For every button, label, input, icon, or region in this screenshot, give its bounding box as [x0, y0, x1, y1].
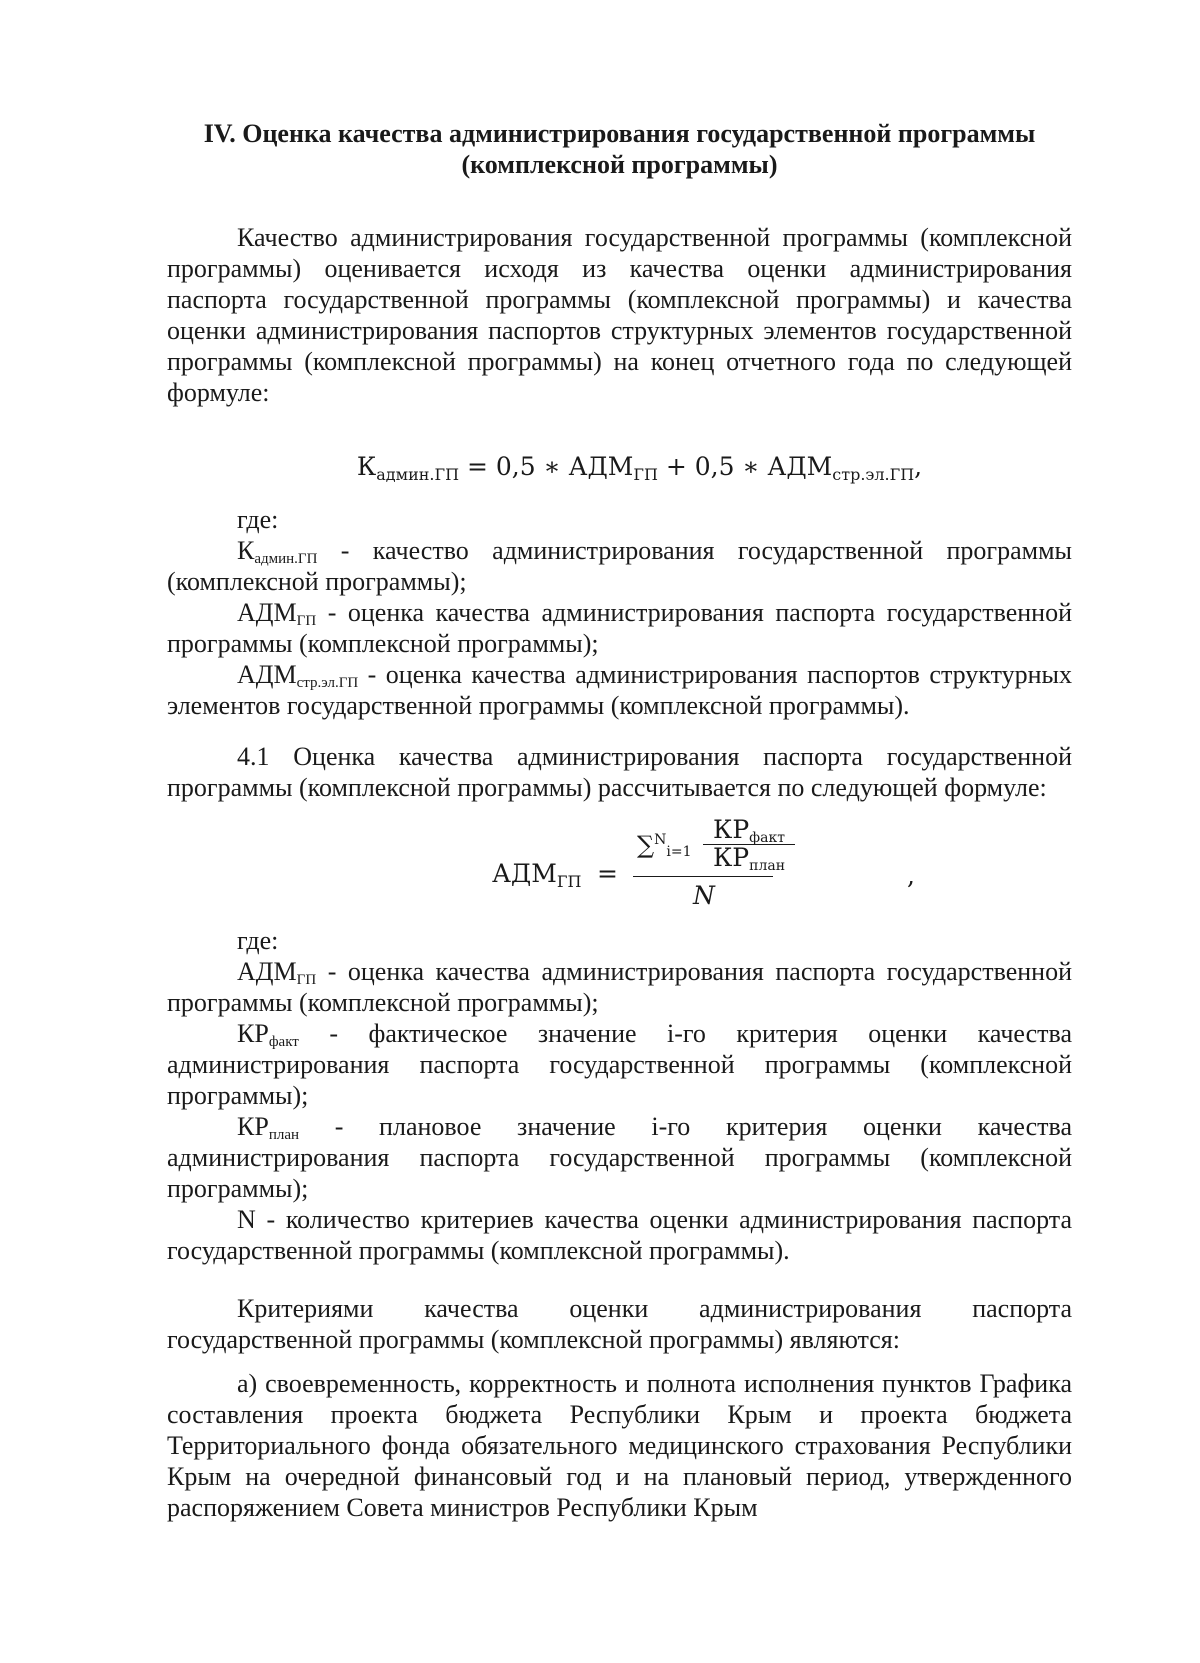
def1-symbol: К — [237, 536, 255, 565]
formula1-adm-sub: ГП — [633, 465, 658, 484]
criteria-item-a: а) своевременность, корректность и полнота исполнения пунктов Графика составления проекта бюджета Республики Крым и проекта бюджета Территориального фонда обязательного медицинского страхования Республики Крым на очередной финансовый год и на плановый период, утвержденного распоряжением Совета министров Республики Крым — [167, 1369, 1072, 1522]
formula1-end: , — [914, 452, 923, 481]
definition-n: N - количество критериев качества оценки администрирования паспорта государственной программы (комплексной программы). — [167, 1205, 1072, 1265]
where-label-1: где: — [237, 505, 279, 534]
def4-text: - оценка качества администрирования паспорта государственной программы (комплексной программы); — [167, 957, 1072, 1017]
def1-subscript: админ.ГП — [254, 551, 318, 567]
formula2-sum-sign: ∑ — [637, 831, 655, 859]
formula2-numerator — [633, 815, 786, 874]
formula1-adm2-sub: стр.эл.ГП — [832, 465, 915, 484]
criteria-intro-paragraph: Критериями качества оценки администрирования паспорта государственной программы (комплексной программы) являются: — [167, 1294, 1072, 1354]
def2-symbol: АДМ — [237, 598, 297, 627]
formula2-main-bar — [633, 876, 773, 877]
formula1-eq: = 0,5 ∗ АДМ — [459, 452, 634, 481]
def6-symbol: КР — [237, 1112, 269, 1141]
formula2-comma: , — [907, 861, 915, 890]
formula2-num-sub: факт — [749, 830, 785, 846]
formula1-plus: + 0,5 ∗ АДМ — [657, 452, 833, 481]
definition-kr-plan — [167, 1111, 1072, 1204]
section-heading-line2: (комплексной программы) — [461, 150, 778, 179]
formula-k-admin — [207, 452, 1072, 488]
definition-kr-fact — [167, 1018, 1072, 1111]
formula2-ratio-num — [703, 817, 795, 845]
formula2-lhs-sub: ГП — [556, 872, 582, 891]
formula2-ratio — [703, 815, 795, 874]
def6-subscript: план — [268, 1127, 300, 1143]
definition-k-admin — [167, 535, 1072, 597]
definition-adm-gp-2 — [167, 956, 1072, 1018]
formula2-equals: = — [597, 859, 618, 888]
formula2-lhs-symbol: АДМ — [492, 859, 557, 888]
def3-text: - оценка качества администрирования паспортов структурных элементов государственной программы (комплексной программы). — [167, 660, 1072, 720]
formula1-k-sub: админ.ГП — [376, 465, 460, 484]
formula2-sum-upper: N — [654, 832, 667, 848]
where-label-2: где: — [237, 926, 279, 955]
definition-adm-gp — [167, 597, 1072, 659]
def4-subscript: ГП — [296, 972, 317, 988]
def5-text: - фактическое значение i-го критерия оценки качества администрирования паспорта государственной программы (комплексной программы); — [167, 1019, 1072, 1110]
def2-subscript: ГП — [296, 613, 317, 629]
formula2-lhs — [492, 859, 582, 891]
def4-symbol: АДМ — [237, 957, 297, 986]
formula2-den-symbol: КР — [712, 843, 750, 872]
def5-symbol: КР — [237, 1019, 269, 1048]
formula2-fraction — [633, 815, 786, 910]
formula2-sum — [637, 831, 692, 859]
section-heading-line1: IV. Оценка качества администрирования государственной программы — [203, 119, 1036, 148]
def1-text: - качество администрирования государственной программы (комплексной программы); — [167, 536, 1072, 596]
formula2-ratio-den — [703, 843, 795, 874]
def3-subscript: стр.эл.ГП — [296, 675, 359, 691]
section-heading — [167, 118, 1072, 180]
formula2-sum-lower: i=1 — [666, 844, 692, 860]
formula2-denominator: N — [693, 881, 715, 910]
formula1-k: К — [356, 452, 377, 481]
section-4-1-paragraph: 4.1 Оценка качества администрирования паспорта государственной программы (комплексной программы) рассчитывается по следующей формуле: — [167, 742, 1072, 802]
def2-text: - оценка качества администрирования паспорта государственной программы (комплексной программы); — [167, 598, 1072, 658]
formula2-den-sub: план — [749, 858, 786, 874]
formula2-num-symbol: КР — [713, 815, 750, 844]
def6-text: - плановое значение i-го критерия оценки качества администрирования паспорта государственной программы (комплексной программы); — [167, 1112, 1072, 1203]
def3-symbol: АДМ — [237, 660, 297, 689]
definition-adm-str — [167, 659, 1072, 721]
intro-paragraph: Качество администрирования государственной программы (комплексной программы) оценивается исходя из качества оценки администрирования паспорта государственной программы (комплексной программы) и качества оценки администрирования паспортов структурных элементов государственной программы (комплексной программы) на конец отчетного года по следующей формуле: — [167, 223, 1072, 407]
def5-subscript: факт — [268, 1034, 299, 1050]
formula-adm-gp — [167, 817, 1072, 919]
